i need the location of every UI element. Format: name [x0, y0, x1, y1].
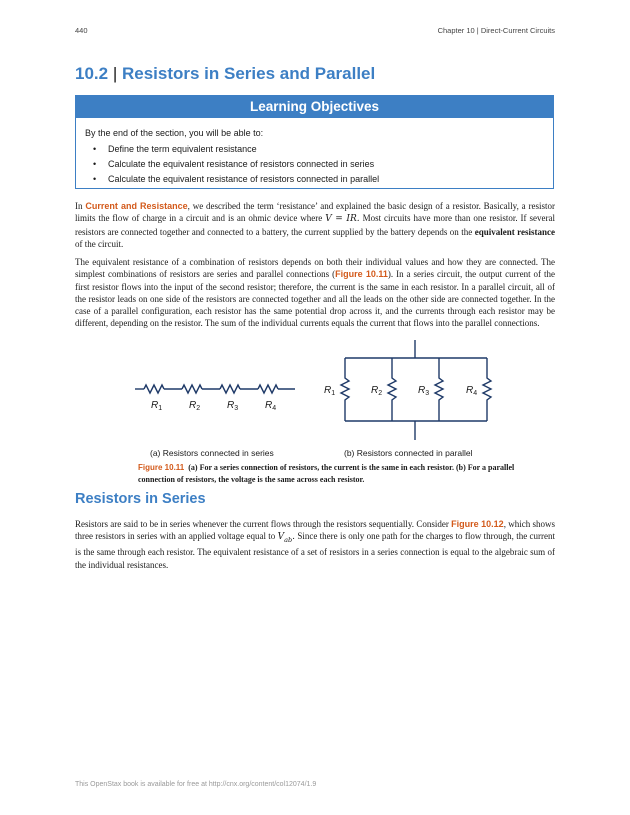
section-title-text: Resistors in Series and Parallel [121, 64, 376, 83]
equation-ohm: V = IR. [325, 214, 360, 225]
term-equivalent-resistance: equivalent resistance [474, 226, 556, 237]
running-header: Chapter 10 | Direct-Current Circuits [437, 26, 555, 35]
text-run: Resistors are said to be in series whenever the current flows through the resistors sequentially. Consider [75, 519, 452, 529]
label-r4-parallel: $R_4$ [466, 385, 478, 397]
paragraph-combinations [75, 256, 555, 330]
figure-label-parallel: (b) Resistors connected in parallel [344, 448, 473, 458]
link-figure-10-12[interactable]: Figure 10.12 [451, 519, 504, 529]
paragraph-intro [75, 200, 555, 250]
link-current-and-resistance[interactable]: Current and Resistance [85, 201, 188, 211]
objective-item: • Define the term equivalent resistance [108, 142, 553, 157]
objective-item: • Calculate the equivalent resistance of resistors connected in parallel [108, 172, 553, 187]
text-run: , which shows three resistors in series with an applied voltage equal to [75, 519, 556, 542]
label-r3-series: $R_3$ [227, 400, 239, 412]
circuit-figure [135, 340, 505, 442]
text-run: In [75, 201, 86, 211]
learning-objectives-list [76, 142, 553, 187]
figure-label-series: (a) Resistors connected in series [150, 448, 274, 458]
paragraph-series [75, 518, 555, 571]
section-title [75, 64, 375, 84]
objective-item: • Calculate the equivalent resistance of resistors connected in series [108, 157, 553, 172]
figure-caption-text: (a) For a series connection of resistors, the current is the same in each resistor. (b) For a parallel connection of resistors, the voltage is the same across each resistor. [138, 463, 515, 484]
learning-objectives-heading: Learning Objectives [76, 96, 553, 118]
page-number: 440 [75, 26, 88, 35]
equation-vab: $V_{ab}$. [277, 532, 296, 545]
figure-number: Figure 10.11 [138, 463, 185, 472]
text-run: The equivalent resistance of a combination of resistors depends on both their individual values and how they are connected. The simplest combinations of resistors are series and parallel connections ( [75, 257, 555, 280]
label-r2-parallel: $R_2$ [371, 385, 383, 397]
parallel-labels [324, 385, 477, 397]
series-labels [151, 400, 276, 412]
text-run: ). In a series circuit, the output current of the first resistor flows into the input of the second resistor; therefore, the current is the same in each resistor. In a parallel circuit, all of the resistor leads on one side of the resistors are connected together and all the leads on the other side are connected together. In the case of a parallel configuration, each resistor has the same potential drop across it, and the currents through each resistor may be different, depending on the resistor. The sum of the individual currents equals the current that flows into the parallel connections. [75, 269, 555, 329]
text-run: Since there is only one path for the charges to flow through, the current is the same through each resistor. The equivalent resistance of a set of resistors in a series connection is equal to the algebraic sum of the individual resistances. [75, 531, 555, 570]
footer-note: This OpenStax book is available for free at http://cnx.org/content/col12074/1.9 [75, 781, 317, 788]
series-circuit [135, 385, 295, 393]
text-run: Most circuits have more than one resistor. If several resistors are connected together and connected to a battery, the current supplied by the battery depends on the [75, 213, 555, 237]
learning-objectives-intro: By the end of the section, you will be able to: [85, 128, 264, 138]
text-run: of the circuit. [75, 238, 124, 249]
label-r1-series: $R_1$ [151, 400, 163, 412]
label-r3-parallel: $R_3$ [418, 385, 430, 397]
section-separator: | [112, 64, 118, 83]
figure-caption [138, 462, 518, 485]
link-figure-10-11[interactable]: Figure 10.11 [335, 269, 388, 280]
subsection-title: Resistors in Series [75, 491, 206, 507]
learning-objectives-box [75, 95, 554, 189]
text-run: , we described the term ‘resistance’ and explained the basic design of a resistor. Basically, a resistor limits the flow of charge in a circuit and is an ohmic device where [75, 201, 556, 224]
label-r1-parallel: $R_1$ [324, 385, 336, 397]
label-r4-series: $R_4$ [265, 400, 277, 412]
section-number: 10.2 [75, 64, 109, 83]
label-r2-series: $R_2$ [189, 400, 201, 412]
